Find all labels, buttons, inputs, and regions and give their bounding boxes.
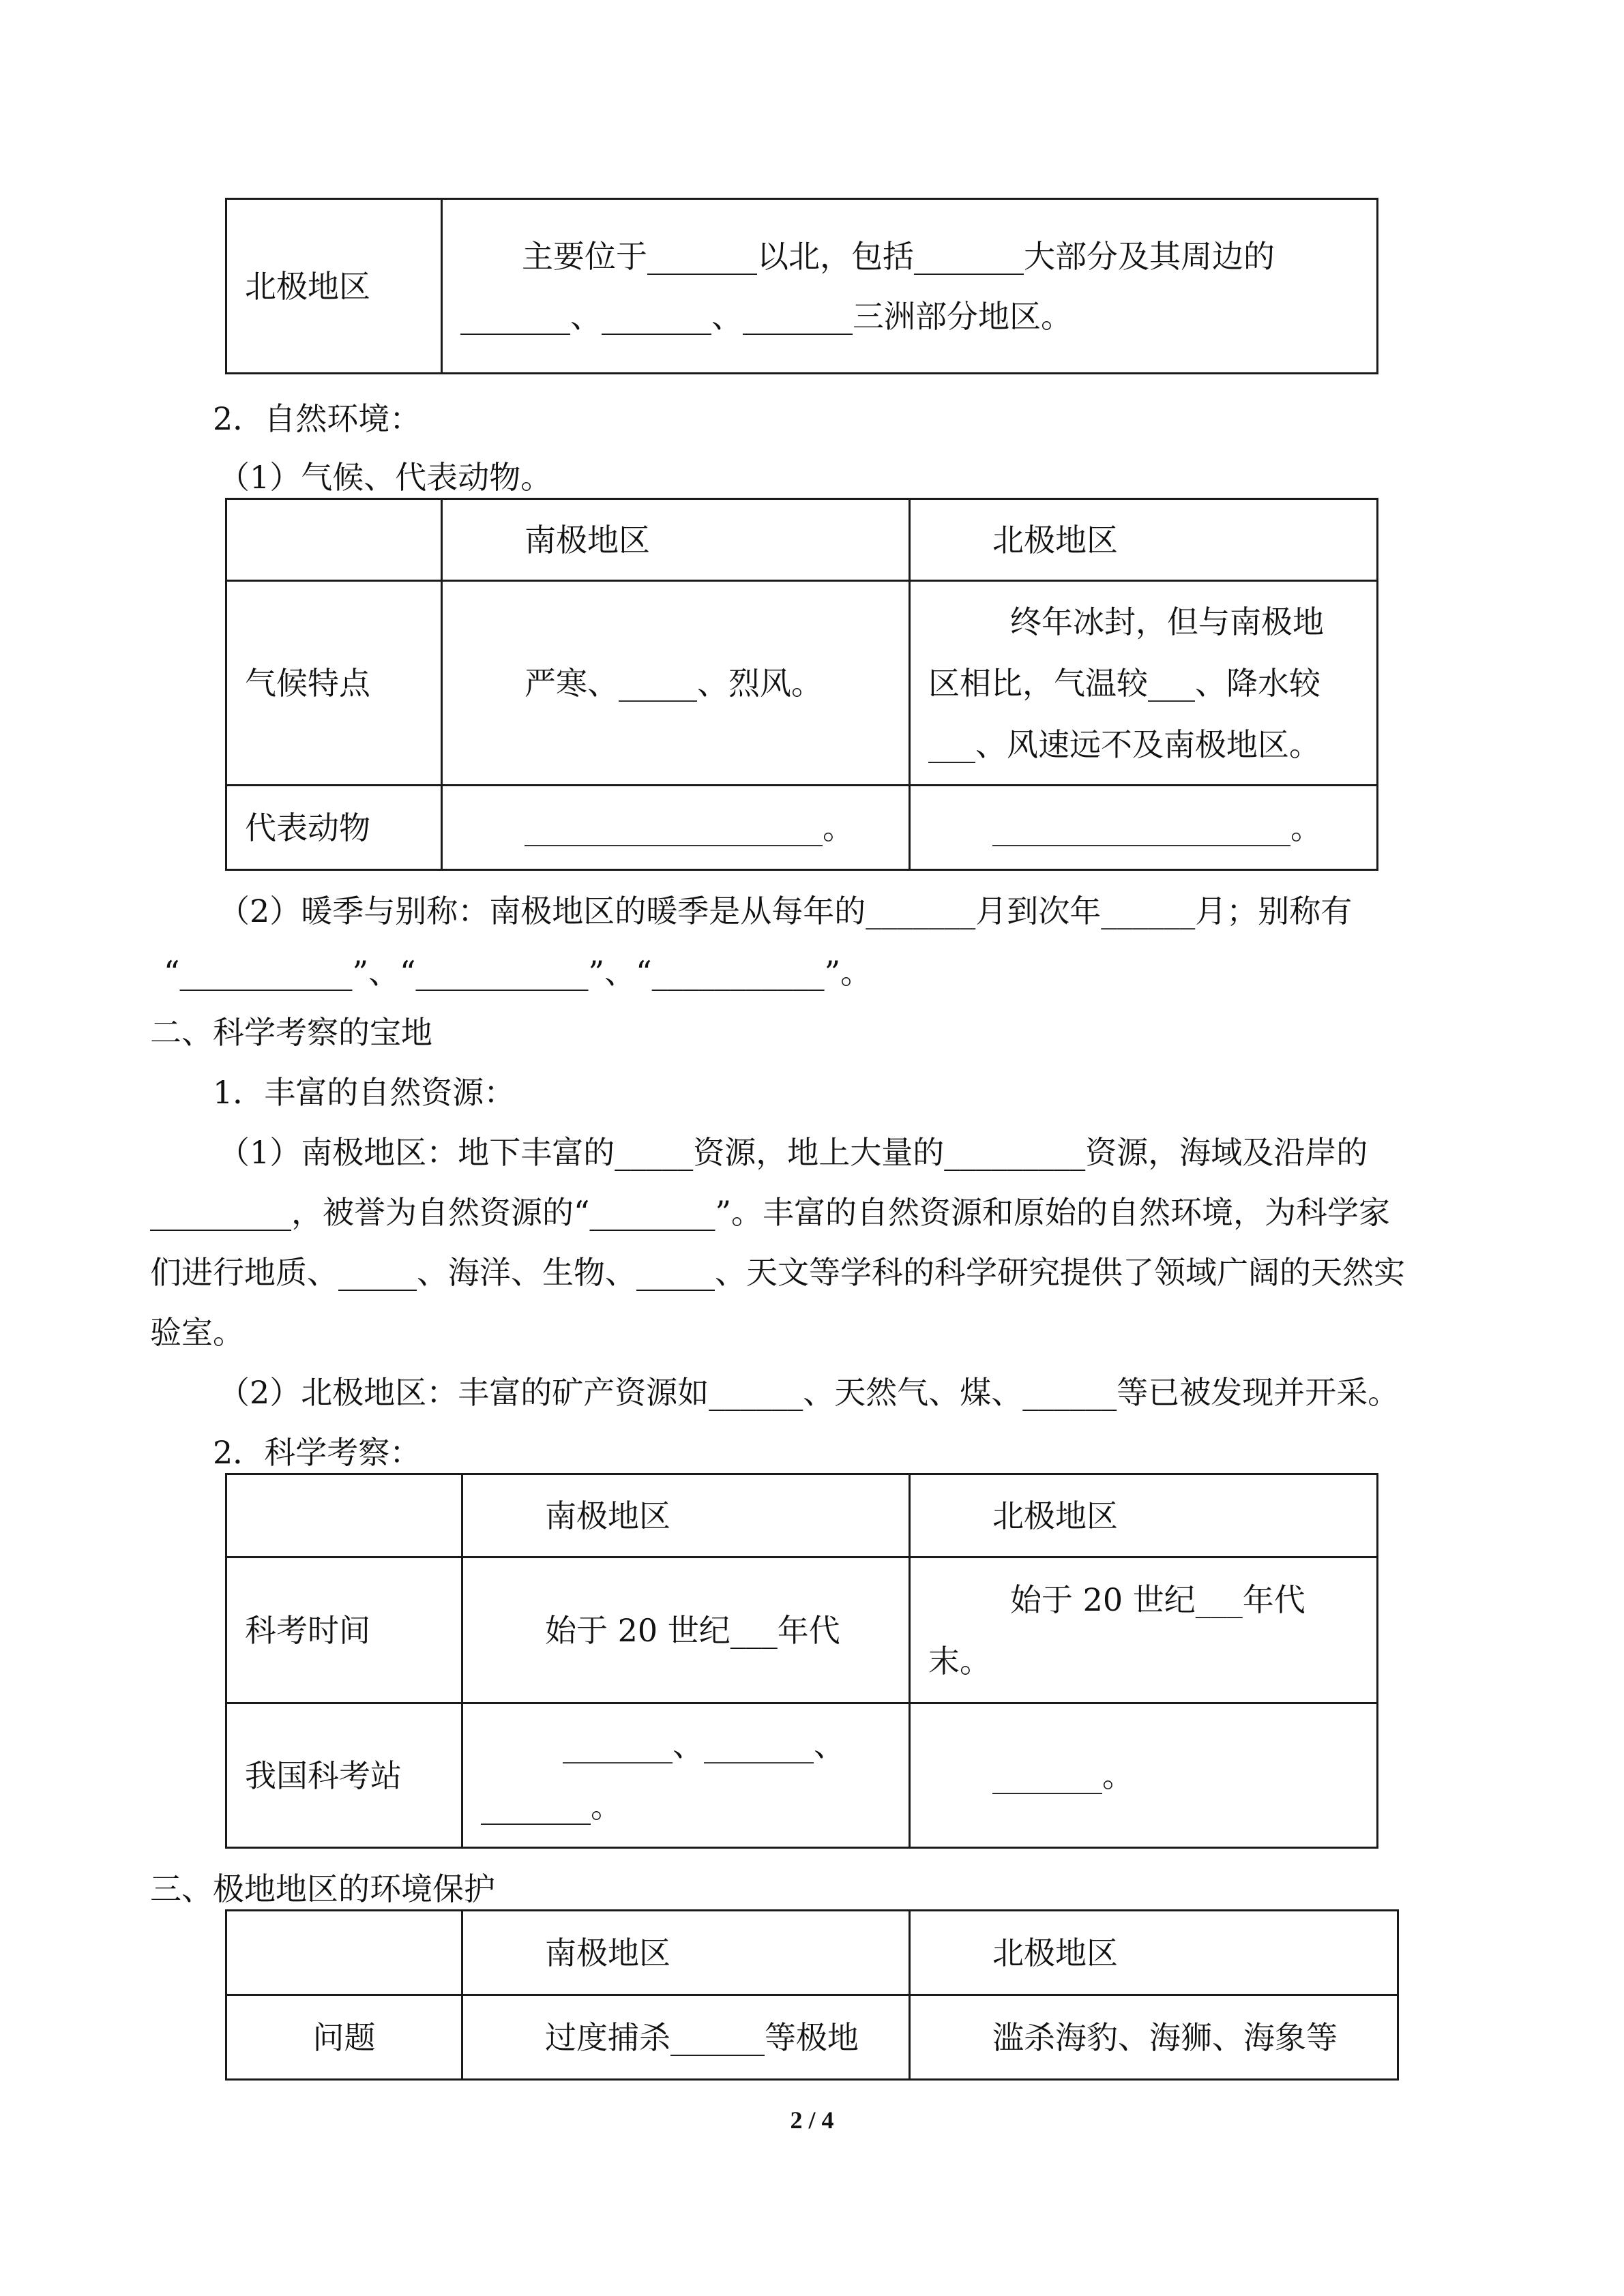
climate-header-empty xyxy=(226,499,442,581)
climate-table xyxy=(225,498,1378,871)
antarctic-resources-line4: 验室。 xyxy=(150,1314,244,1351)
env-problem-north: 滥杀海豹、海狮、海象等 xyxy=(910,1995,1398,2080)
location-text xyxy=(442,199,1378,374)
animals-row-label: 代表动物 xyxy=(226,786,442,870)
resources-heading: 1．丰富的自然资源： xyxy=(213,1074,516,1111)
env-problem-label: 问题 xyxy=(226,1995,462,2080)
climate-north-line1: 终年冰封，但与南极地 xyxy=(1010,603,1324,640)
animals-north-cell: ___________________。 xyxy=(910,786,1378,870)
climate-north-line3: ___、风速远不及南极地区。 xyxy=(928,726,1320,763)
research-col-north: 北极地区 xyxy=(910,1474,1378,1557)
warm-season-line1: （2）暖季与别称：南极地区的暖季是从每年的_______月到次年______月；别称有 xyxy=(218,893,1353,929)
location-table xyxy=(225,198,1378,374)
antarctic-resources-line3: 们进行地质、_____、海洋、生物、_____、天文等学科的科学研究提供了领域广阔的天然实 xyxy=(150,1254,1405,1291)
section-research-heading: 二、科学考察的宝地 xyxy=(150,1014,432,1051)
antarctic-resources-line2: _________，被誉为自然资源的“________”。丰富的自然资源和原始的自然环境，为科学家 xyxy=(150,1194,1391,1231)
research-time-north-line2: 末。 xyxy=(928,1642,991,1680)
env-problem-south: 过度捕杀______等极地 xyxy=(462,1995,910,2080)
env-table xyxy=(225,1909,1399,2081)
location-text-line2: _______、_______、_______三洲部分地区。 xyxy=(460,297,1072,335)
location-text-line1: 主要位于_______以北，包括_______大部分及其周边的 xyxy=(522,237,1275,275)
climate-row-label: 气候特点 xyxy=(226,581,442,786)
research-col-south: 南极地区 xyxy=(462,1474,910,1557)
climate-north-line2: 区相比，气温较___、降水较 xyxy=(928,664,1320,702)
page-number: 2 / 4 xyxy=(790,2106,834,2134)
warm-season-line2: “___________”、“___________”、“___________”。 xyxy=(164,954,872,991)
stations-south xyxy=(462,1703,910,1848)
animals-south-cell: ___________________。 xyxy=(442,786,910,870)
location-label: 北极地区 xyxy=(226,199,442,374)
env-col-south: 南极地区 xyxy=(462,1911,910,1995)
research-time-label: 科考时间 xyxy=(226,1557,462,1703)
research-header-empty xyxy=(226,1474,462,1557)
stations-south-line2: _______。 xyxy=(481,1787,622,1825)
subsection-climate-heading: （1）气候、代表动物。 xyxy=(218,459,552,496)
climate-south-cell: 严寒、_____、烈风。 xyxy=(442,581,910,786)
arctic-resources-line: （2）北极地区：丰富的矿产资源如______、天然气、煤、______等已被发现并开采。 xyxy=(218,1374,1400,1411)
research-time-south: 始于 20 世纪___年代 xyxy=(462,1557,910,1703)
env-col-north: 北极地区 xyxy=(910,1911,1398,1995)
stations-north: _______。 xyxy=(910,1703,1378,1848)
research-time-north xyxy=(910,1557,1378,1703)
stations-label: 我国科考站 xyxy=(226,1703,462,1848)
climate-col-north: 北极地区 xyxy=(910,499,1378,581)
research-time-north-line1: 始于 20 世纪___年代 xyxy=(1010,1581,1305,1618)
climate-col-south: 南极地区 xyxy=(442,499,910,581)
section-env-protection-heading: 三、极地地区的环境保护 xyxy=(150,1870,495,1907)
research-table xyxy=(225,1473,1378,1849)
antarctic-resources-line1: （1）南极地区：地下丰富的_____资源，地上大量的_________资源，海域及沿岸的 xyxy=(218,1134,1368,1171)
env-header-empty xyxy=(226,1911,462,1995)
research-heading: 2．科学考察： xyxy=(213,1434,422,1471)
section-natural-env-heading: 2．自然环境： xyxy=(213,400,422,437)
climate-north-cell xyxy=(910,581,1378,786)
stations-south-line1: _______、_______、 xyxy=(563,1726,845,1763)
